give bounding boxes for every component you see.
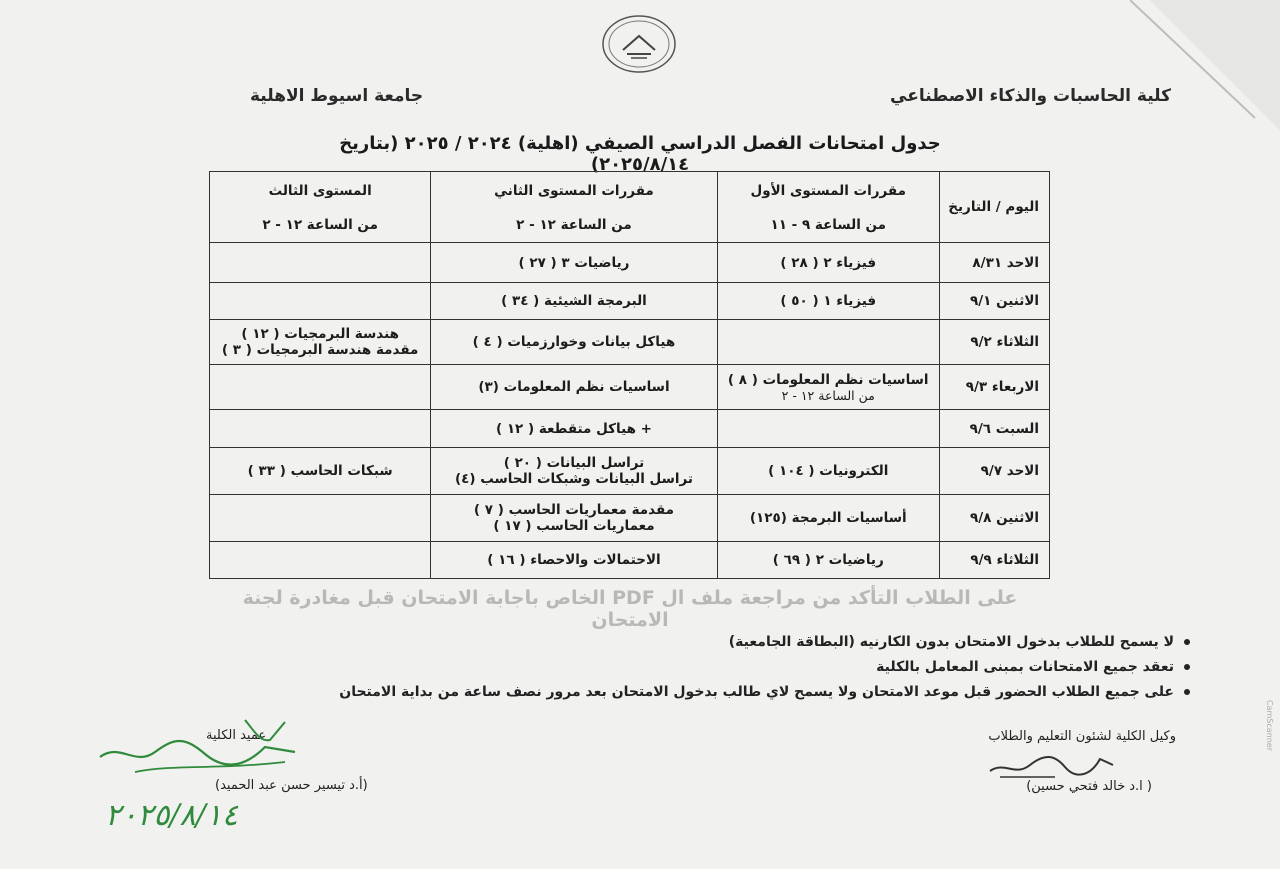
row-level-3 — [210, 410, 431, 448]
exam-schedule-table — [209, 171, 1050, 579]
row-level-2: رياضيات ٣ ( ٢٧ ) — [431, 243, 717, 283]
bullet-icon — [1184, 689, 1190, 695]
row-day: الاثنين ٩/١ — [939, 283, 1049, 320]
row-level-3 — [210, 243, 431, 283]
row-level-2: البرمجة الشيئية ( ٣٤ ) — [431, 283, 717, 320]
row-day: السبت ٩/٦ — [939, 410, 1049, 448]
vice-dean-title: وكيل الكلية لشئون التعليم والطلاب — [988, 729, 1176, 744]
bullet-icon — [1184, 639, 1190, 645]
table-row — [210, 320, 1050, 365]
row-level-2: اساسيات نظم المعلومات (٣) — [431, 365, 717, 410]
course-line: تراسل البيانات وشبكات الحاسب (٤) — [454, 471, 693, 487]
row-day: الاربعاء ٩/٣ — [939, 365, 1049, 410]
row-level-1 — [717, 365, 939, 410]
row-level-2: الاحتمالات والاحصاء ( ١٦ ) — [431, 542, 717, 579]
course-line: مقدمة هندسة البرمجيات ( ٣ ) — [221, 342, 419, 358]
row-level-3 — [210, 365, 431, 410]
row-day: الاثنين ٩/٨ — [939, 495, 1049, 542]
university-name: جامعة اسيوط الاهلية — [250, 86, 424, 106]
row-level-2: هياكل بيانات وخوارزميات ( ٤ ) — [431, 320, 717, 365]
course-time: من الساعة ١٢ - ٢ — [781, 387, 875, 403]
row-day: الثلاثاء ٩/٩ — [939, 542, 1049, 579]
row-level-2: + هياكل متقطعة ( ١٢ ) — [431, 410, 717, 448]
course-line: مقدمة معماريات الحاسب ( ٧ ) — [473, 502, 675, 518]
list-item: على جميع الطلاب الحضور قبل موعد الامتحان ولا يسمح لاي طالب بدخول الامتحان بعد مرور نصف ساعة من بداية الامتحان — [339, 684, 1190, 700]
paper-fold-edge — [1130, 0, 1280, 140]
course-line: معماريات الحاسب ( ١٧ ) — [493, 518, 655, 534]
row-level-1: رياضيات ٢ ( ٦٩ ) — [717, 542, 939, 579]
header-level-1: مقررات المستوى الأول من الساعة ٩ - ١١ — [717, 172, 939, 243]
pdf-check-note: على الطلاب التأكد من مراجعة ملف ال PDF الخاص باجابة الامتحان قبل مغادرة لجنة الامتحان — [242, 587, 1018, 631]
page-title: جدول امتحانات الفصل الدراسي الصيفي (اهلية) ٢٠٢٤ / ٢٠٢٥ (بتاريخ ٢٠٢٥/٨/١٤) — [339, 133, 941, 175]
university-logo — [601, 14, 677, 74]
list-item: تعقد جميع الامتحانات بمبنى المعامل بالكلية — [876, 659, 1190, 675]
row-level-3 — [210, 542, 431, 579]
row-level-1: الكترونيات ( ١٠٤ ) — [717, 448, 939, 495]
dean-name: (أ.د تيسير حسن عبد الحميد) — [215, 778, 368, 793]
table-row — [210, 243, 1050, 283]
dean-title: عميد الكلية — [206, 728, 267, 743]
handwritten-date: ٢٠٢٥/٨/١٤ — [105, 798, 239, 833]
row-level-1: فيزياء ١ ( ٥٠ ) — [717, 283, 939, 320]
header-level-2: مقررات المستوى الثاني من الساعة ١٢ - ٢ — [431, 172, 717, 243]
row-level-1 — [717, 320, 939, 365]
row-level-3: شبكات الحاسب ( ٣٣ ) — [210, 448, 431, 495]
row-day: الاحد ٨/٣١ — [939, 243, 1049, 283]
table-row — [210, 410, 1050, 448]
row-level-2 — [431, 495, 717, 542]
dean-signature — [95, 712, 305, 782]
row-level-1: فيزياء ٢ ( ٢٨ ) — [717, 243, 939, 283]
row-level-1: أساسيات البرمجة (١٢٥) — [717, 495, 939, 542]
bullet-icon — [1184, 664, 1190, 670]
table-row — [210, 283, 1050, 320]
vice-dean-name: ( ا.د خالد فتحي حسين) — [1026, 779, 1152, 794]
table-header-row — [210, 172, 1050, 243]
row-level-3 — [210, 495, 431, 542]
vice-dean-signature — [985, 747, 1120, 783]
table-row — [210, 542, 1050, 579]
row-level-3 — [210, 320, 431, 365]
row-level-2 — [431, 448, 717, 495]
row-day: الثلاثاء ٩/٢ — [939, 320, 1049, 365]
course-line: اساسيات نظم المعلومات ( ٨ ) — [727, 371, 929, 388]
scanner-watermark: CamScanner — [1265, 700, 1274, 752]
row-day: الاحد ٩/٧ — [939, 448, 1049, 495]
course-line: هندسة البرمجيات ( ١٢ ) — [241, 326, 399, 342]
header-day: اليوم / التاريخ — [939, 172, 1049, 243]
list-item: لا يسمح للطلاب بدخول الامتحان بدون الكارنيه (البطاقة الجامعية) — [729, 634, 1190, 650]
table-row — [210, 365, 1050, 410]
table-row — [210, 448, 1050, 495]
header-level-3: المستوى الثالث من الساعة ١٢ - ٢ — [210, 172, 431, 243]
faculty-name: كلية الحاسبات والذكاء الاصطناعي — [890, 86, 1171, 106]
course-line: تراسل البيانات ( ٢٠ ) — [503, 455, 645, 471]
table-row — [210, 495, 1050, 542]
row-level-3 — [210, 283, 431, 320]
row-level-1 — [717, 410, 939, 448]
